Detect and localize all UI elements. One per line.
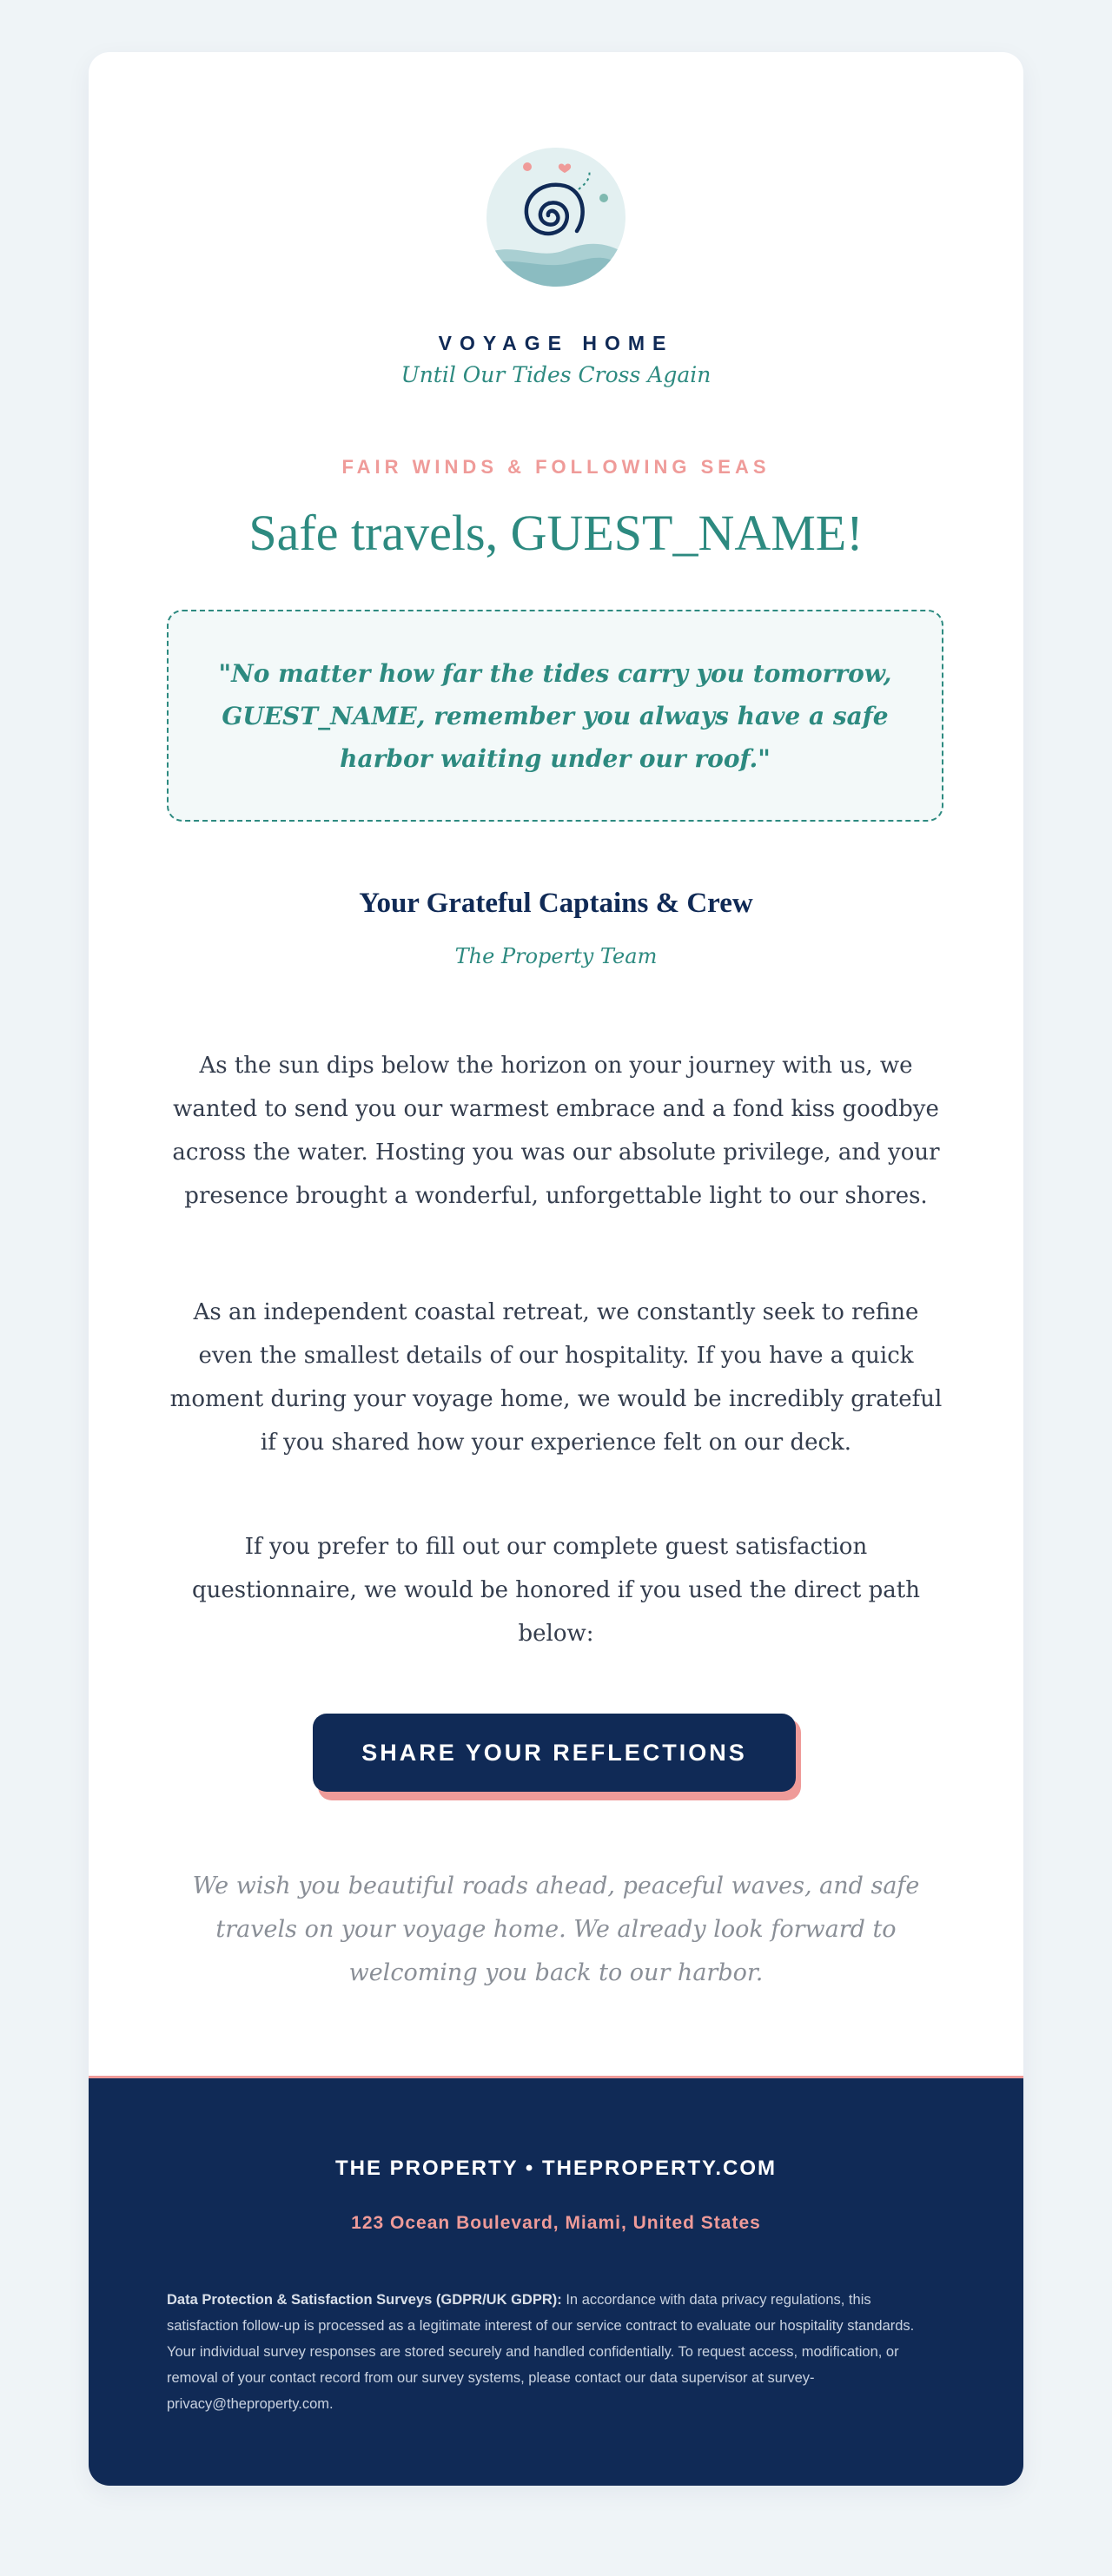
nautilus-shell-icon xyxy=(486,148,626,287)
signoff-title: Your Grateful Captains & Crew xyxy=(359,888,753,919)
legal-heading: Data Protection & Satisfaction Surveys (GDPR/UK GDPR): xyxy=(167,2292,562,2308)
footer-address: 123 Ocean Boulevard, Miami, United States xyxy=(351,2213,761,2233)
closing-message: We wish you beautiful roads ahead, peaceful waves, and safe travels on your voyage home. We already look forward to welcoming you back to our harbor. xyxy=(192,1873,920,1986)
share-reflections-button[interactable]: SHARE YOUR REFLECTIONS xyxy=(313,1714,796,1792)
footer xyxy=(89,2076,1023,2486)
body-paragraph: As an independent coastal retreat, we constantly seek to refine even the smallest details of our hospitality. If you have a quick moment during your voyage home, we would be incredibly grateful if you shared how your experience felt on our deck. xyxy=(169,1299,943,1456)
footer-legal-notice xyxy=(167,2287,945,2417)
eyebrow-heading: FAIR WINDS & FOLLOWING SEAS xyxy=(341,456,771,478)
body-paragraph: If you prefer to fill out our complete guest satisfaction questionnaire, we would be honored if you used the direct path below: xyxy=(192,1534,920,1647)
signoff-subtitle: The Property Team xyxy=(454,944,658,968)
quote-text: "No matter how far the tides carry you tomorrow, GUEST_NAME, remember you always have a safe harbor waiting under our roof." xyxy=(218,658,892,773)
legal-body: In accordance with data privacy regulations, this satisfaction follow-up is processed as a legitimate interest of our service contract to evaluate our hospitality standards. Your individual survey responses are stored securely and handled confidentially. To request access, modification, or removal of your contact record from our survey systems, please contact our data supervisor at survey-privacy@theproperty.com. xyxy=(167,2292,915,2412)
footer-brand-line: THE PROPERTY • THEPROPERTY.COM xyxy=(334,2157,778,2180)
brand-logo xyxy=(486,148,626,287)
page-title: Safe travels, GUEST_NAME! xyxy=(248,505,864,561)
brand-tagline: Until Our Tides Cross Again xyxy=(400,362,712,387)
email-card xyxy=(89,52,1023,2486)
quote-box xyxy=(167,610,943,822)
brand-name: VOYAGE HOME xyxy=(438,332,674,354)
body-paragraph: As the sun dips below the horizon on your journey with us, we wanted to send you our warmest embrace and a fond kiss goodbye across the water. Hosting you was our absolute privilege, and your presence brought a wonderful, unforgettable light to our shores. xyxy=(172,1053,940,1209)
